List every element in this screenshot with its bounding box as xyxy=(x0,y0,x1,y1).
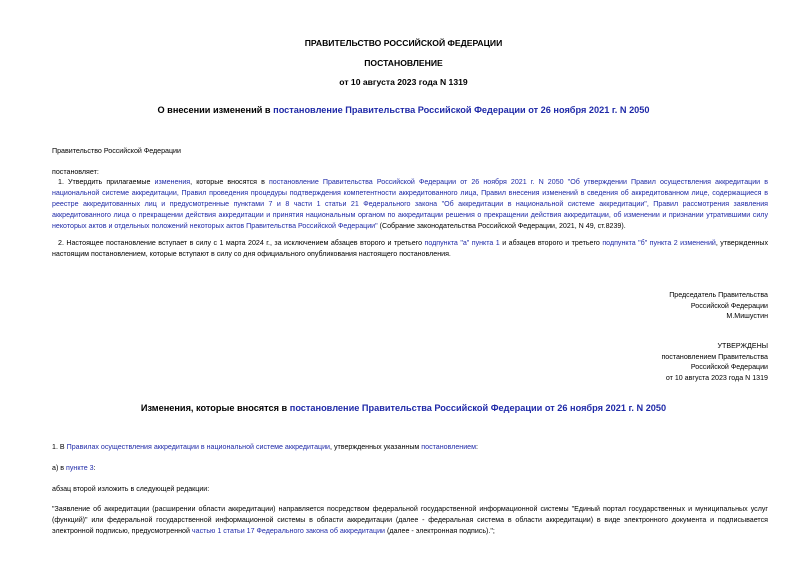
item-1-changes-link[interactable]: изменения xyxy=(154,178,191,186)
item-2-text-1: 2. Настоящее постановление вступает в силу с 1 марта 2024 г., за исключением абзацев второго и третьего xyxy=(58,239,425,247)
change-subitem-a-text-2: : xyxy=(93,464,96,472)
item-2-text-4: , утвержденных настоящим постановлением, которые вступают в силу со дня официального опубликования настоящего постановления. xyxy=(52,239,768,258)
change-item-1-text-2: , утвержденных указанным xyxy=(330,443,422,451)
changes-title-link[interactable]: постановление Правительства Российской Федерации от 26 ноября 2021 г. N 2050 xyxy=(289,403,667,413)
subject-link[interactable]: постановление Правительства Российской Федерации от 26 ноября 2021 г. N 2050 xyxy=(273,105,650,115)
preamble-decree: постановляет: xyxy=(52,168,99,176)
signature-title: Председатель Правительства xyxy=(669,291,768,299)
item-2 xyxy=(52,238,768,260)
change-item-1 xyxy=(52,442,768,453)
approved-label: УТВЕРЖДЕНЫ xyxy=(717,342,768,350)
item-2-text-2: и абзацев второго и третьего xyxy=(499,239,603,247)
approved-block xyxy=(661,341,768,383)
signature-name: М.Мишустин xyxy=(726,312,768,321)
article-17-link[interactable]: частью 1 статьи 17 xyxy=(191,527,255,535)
change-item-1-text-1: 1. В xyxy=(52,443,67,451)
clause-3-link[interactable]: пункте 3 xyxy=(66,464,94,472)
preamble-government: Правительство Российской Федерации xyxy=(52,147,181,155)
subject-prefix: О внесении изменений в xyxy=(157,105,274,115)
item-2-subitem-b-link[interactable]: подпункта "б" пункта 2 xyxy=(602,239,678,247)
change-new-text-4: (далее - электронная подпись)."; xyxy=(385,527,495,535)
change-paragraph-instruction: абзац второй изложить в следующей редакции: xyxy=(52,485,210,493)
item-1-decree-link[interactable]: постановление Правительства Российской Федерации от 26 ноября 2021 г. N 2050 "Об утверждении Правил осуществления аккредитации в национальной системе аккредитации, Правил проведения процедуры подтверждения компетентности аккредитованного лица, Правил внесения изменений в сведения об аккредитованном лице, содержащиеся в реестре аккредитованных лиц и предусмотренные пунктами 7 и 8 части 1 статьи 21 Федерального закона "Об аккредитации в национальной системе аккредитации", Правил рассмотрения заявления аккредитованного лица о прекращении действия аккредитации и принятия национальным органом по аккредитации решения о прекращении действия аккредитации, об изменении и признании утратившими силу некоторых актов и отдельных положений некоторых актов Правительства Российской Федерации" xyxy=(52,178,768,230)
change-new-text-1: "Заявление об аккредитации (расширении области аккредитации) направляется посредством федеральной государственной информационной системы "Единый портал государственных и муниципальных услуг (функций)" или федеральной государственной информационной системы в области аккредитации (далее - федеральная система в области аккредитации) в виде электронного документа и подписывается электронной подписью, предусмотренной xyxy=(52,505,768,535)
approved-country: Российской Федерации xyxy=(690,363,768,372)
signature-block xyxy=(669,290,768,322)
changes-title xyxy=(0,403,807,413)
document-type-heading: ПОСТАНОВЛЕНИЕ xyxy=(364,58,443,68)
item-1-text-2: , которые вносятся в xyxy=(190,178,269,186)
rules-link[interactable]: Правилах осуществления аккредитации в национальной системе аккредитации xyxy=(66,443,331,451)
change-item-1-text-3: : xyxy=(475,443,478,451)
signature-country: Российской Федерации xyxy=(690,301,768,310)
federal-law-link[interactable]: Федерального закона xyxy=(256,527,328,535)
change-subitem-a-text-1: а) в xyxy=(52,464,67,472)
document-subject xyxy=(0,105,807,115)
government-heading: ПРАВИТЕЛЬСТВО РОССИЙСКОЙ ФЕДЕРАЦИИ xyxy=(304,38,503,48)
change-subitem-a xyxy=(52,463,768,474)
item-1-text-1: 1. Утвердить прилагаемые xyxy=(58,178,155,186)
item-2-changes-link[interactable]: изменений xyxy=(680,239,716,247)
approved-date: от 10 августа 2023 года N 1319 xyxy=(665,373,768,382)
decree-link[interactable]: постановлением xyxy=(421,443,476,451)
document-date-number: от 10 августа 2023 года N 1319 xyxy=(339,77,468,87)
approved-by: постановлением Правительства xyxy=(661,352,768,361)
item-2-subitem-a-link[interactable]: подпункта "а" пункта 1 xyxy=(424,239,500,247)
item-1-text-3: (Собрание законодательства Российской Федерации, 2021, N 49, ст.8239). xyxy=(377,222,626,230)
change-new-text xyxy=(52,504,768,537)
changes-title-prefix: Изменения, которые вносятся в xyxy=(140,403,290,413)
item-1 xyxy=(52,177,768,232)
accreditation-law-link[interactable]: об аккредитации xyxy=(329,527,385,535)
